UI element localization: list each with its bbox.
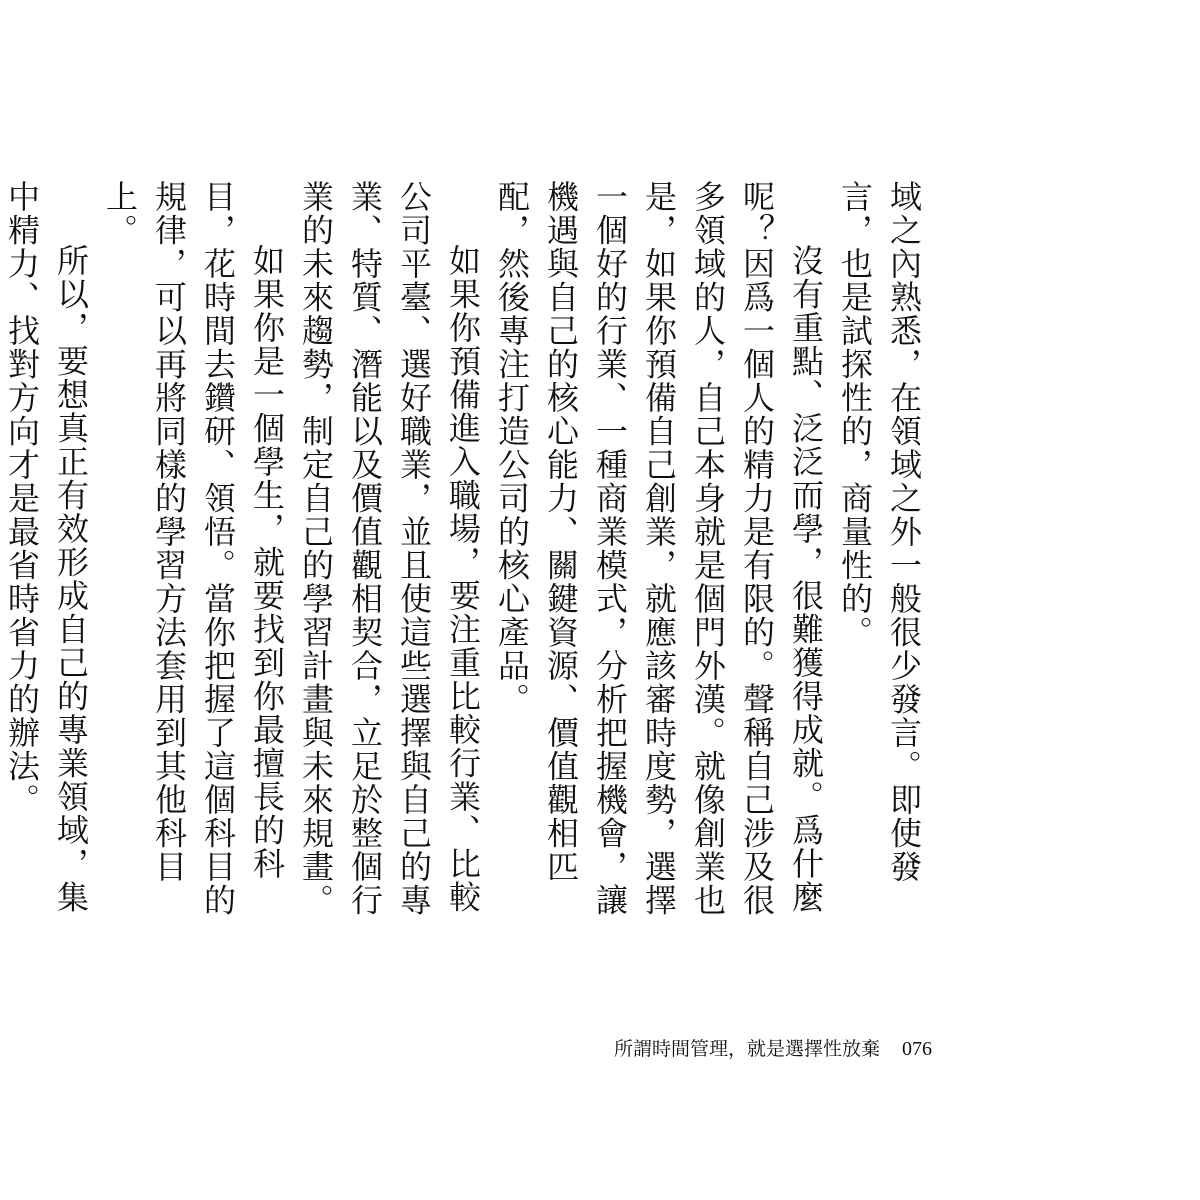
page-footer	[614, 1034, 932, 1061]
paragraph-3: 如果你預備進入職場，要注重比較行業、比較公司平臺、選好職業，並且使這些選擇與自己的專業、特質、潛能以及價值觀相契合，立足於整個行業的未來趨勢，制定自己的學習計畫與未來規畫。	[297, 180, 482, 917]
paragraph-2: 沒有重點、泛泛而學，很難獲得成就。爲什麼呢？因爲一個人的精力是有限的。聲稱自己涉及很多領域的人，自己本身就是個門外漢。就像創業也是，如果你預備自己創業，就應該審時度勢，選擇一個好的行業、一種商業模式，分析把握機會，讓機遇與自己的核心能力、關鍵資源、價值觀相匹配，然後專注打造公司的核心產品。	[493, 180, 825, 917]
body-text	[3, 180, 928, 940]
paragraph-1: 域之內熟悉，在領域之外一般很少發言。即使發言，也是試探性的，商量性的。	[836, 180, 923, 884]
paragraph-4: 如果你是一個學生，就要找到你最擅長的科目，花時間去鑽研、領悟。當你把握了這個科目的規律，可以再將同樣的學習方法套用到其他科目上。	[101, 180, 286, 917]
running-title: 所謂時間管理，就是選擇性放棄	[613, 1038, 880, 1060]
page-number: 076	[902, 1038, 932, 1060]
paragraph-5: 所以，要想真正有效形成自己的專業領域，集中精力、找對方向才是最省時省力的辦法。	[3, 180, 90, 914]
